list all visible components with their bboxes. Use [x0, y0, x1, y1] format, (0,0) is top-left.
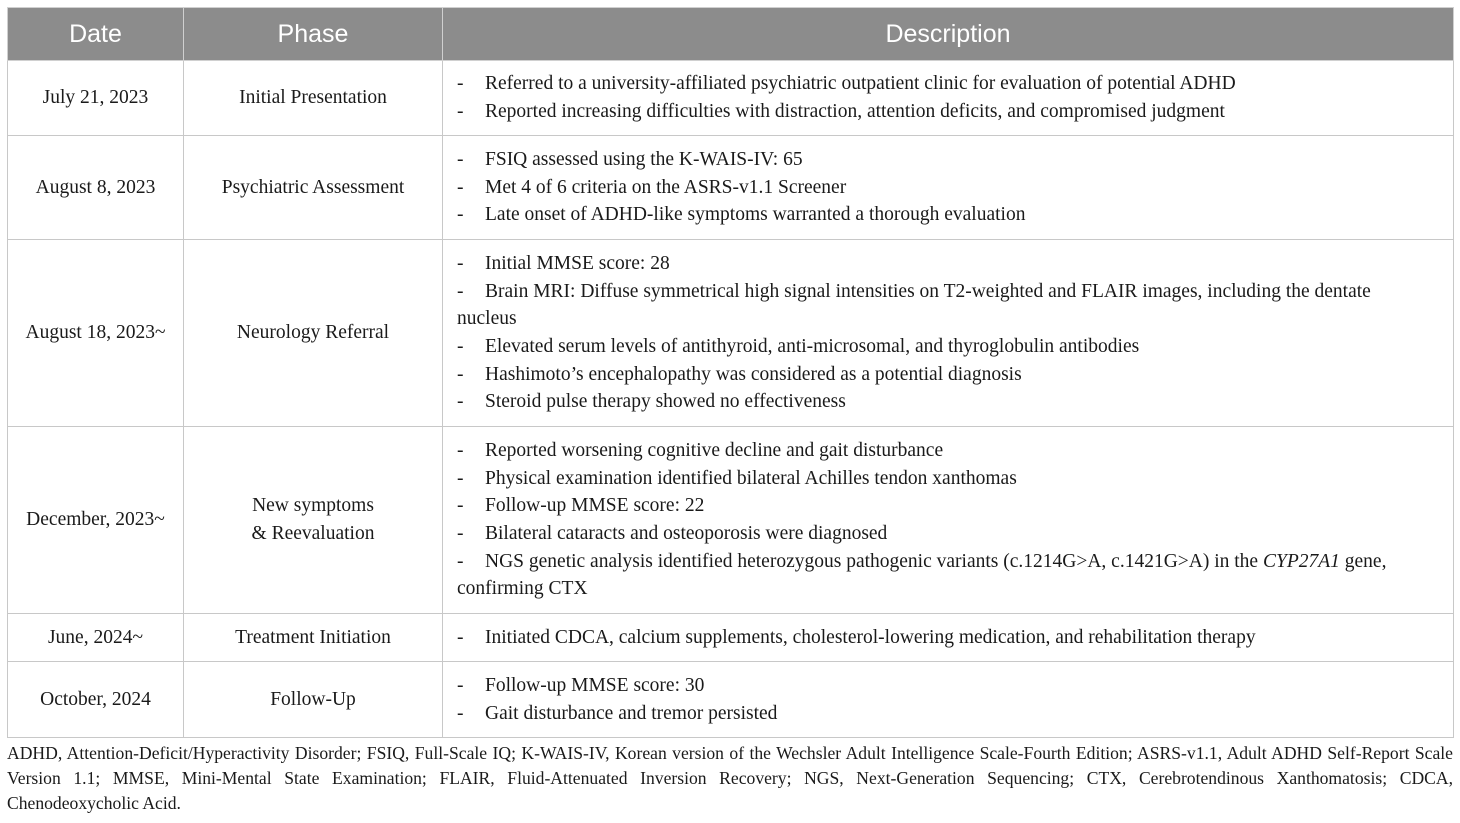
- list-item: [457, 201, 1441, 229]
- list-item-continuation: confirming CTX: [457, 578, 588, 600]
- date-cell: October, 2024: [8, 662, 184, 738]
- list-item-text: Gait disturbance and tremor persisted: [485, 702, 778, 724]
- bullet-dash: -: [457, 702, 464, 724]
- list-item: [457, 278, 1441, 306]
- description-cell: [443, 427, 1454, 614]
- table-row: [8, 240, 1454, 427]
- list-item-text: FSIQ assessed using the K-WAIS-IV: 65: [485, 149, 803, 171]
- list-item: [457, 388, 1441, 416]
- list-item: [457, 174, 1441, 202]
- bullet-dash: -: [457, 467, 464, 489]
- bullet-dash: -: [457, 626, 464, 648]
- table-row: [8, 614, 1454, 662]
- phase-line: & Reevaluation: [251, 523, 375, 544]
- phase-cell: [184, 427, 443, 614]
- list-item-text: Physical examination identified bilateral Achilles tendon xanthomas: [485, 467, 1017, 489]
- description-cell: [443, 240, 1454, 427]
- list-item-text: Referred to a university-affiliated psychiatric outpatient clinic for evaluation of potential ADHD: [485, 73, 1236, 95]
- phase-cell: Treatment Initiation: [184, 614, 443, 662]
- column-header-phase: Phase: [184, 8, 443, 61]
- date-cell: December, 2023~: [8, 427, 184, 614]
- bullet-dash: -: [457, 391, 464, 413]
- list-item-text: Steroid pulse therapy showed no effectiveness: [485, 391, 846, 413]
- phase-cell: Neurology Referral: [184, 240, 443, 427]
- list-item-text: Follow-up MMSE score: 22: [485, 495, 705, 517]
- bullet-dash: -: [457, 73, 464, 95]
- list-item-text: Follow-up MMSE score: 30: [485, 674, 705, 696]
- list-item: [457, 520, 1441, 548]
- list-item: [457, 672, 1441, 700]
- list-item: [457, 700, 1441, 728]
- phase-cell: Initial Presentation: [184, 61, 443, 136]
- bullet-dash: -: [457, 101, 464, 122]
- table-row: [8, 427, 1454, 614]
- column-header-description: Description: [443, 8, 1454, 61]
- list-item-text: Elevated serum levels of antithyroid, anti-microsomal, and thyroglobulin antibodies: [485, 336, 1140, 357]
- list-item: [457, 98, 1441, 126]
- list-item: [457, 361, 1441, 389]
- list-item: [457, 437, 1441, 465]
- bullet-dash: -: [457, 336, 464, 357]
- bullet-dash: -: [457, 176, 464, 198]
- bullet-dash: -: [457, 253, 464, 275]
- bullet-dash: -: [457, 523, 464, 544]
- list-item-continuation: nucleus: [457, 308, 517, 330]
- bullet-dash: -: [457, 440, 464, 462]
- list-item-text: gene,: [1344, 550, 1387, 572]
- bullet-dash: -: [457, 674, 464, 696]
- phase-cell: Follow-Up: [184, 662, 443, 738]
- date-cell: August 18, 2023~: [8, 240, 184, 427]
- phase-cell: Psychiatric Assessment: [184, 136, 443, 240]
- list-item: [457, 146, 1441, 174]
- list-item: [457, 492, 1441, 520]
- date-cell: July 21, 2023: [8, 61, 184, 136]
- list-item-text: Reported worsening cognitive decline and gait disturbance: [485, 440, 944, 462]
- list-item: [457, 70, 1441, 98]
- list-item: [457, 548, 1441, 576]
- date-cell: August 8, 2023: [8, 136, 184, 240]
- list-item: [457, 250, 1441, 278]
- bullet-dash: -: [457, 495, 464, 517]
- bullet-dash: -: [457, 149, 464, 171]
- table-row: [8, 61, 1454, 136]
- list-item: [457, 465, 1441, 493]
- description-cell: [443, 662, 1454, 738]
- list-item-text: Met 4 of 6 criteria on the ASRS-v1.1 Screener: [485, 176, 847, 198]
- list-item-text: NGS genetic analysis identified heterozygous pathogenic variants (c.1214G>A, c.1421G>A) in the: [485, 550, 1259, 572]
- bullet-dash: -: [457, 363, 464, 385]
- column-header-date: Date: [8, 8, 184, 61]
- phase-line: New symptoms: [252, 495, 374, 517]
- table-row: [8, 662, 1454, 738]
- description-cell: [443, 136, 1454, 240]
- list-item-text: Initial MMSE score: 28: [485, 253, 670, 275]
- bullet-dash: -: [457, 204, 464, 226]
- table-row: [8, 136, 1454, 240]
- description-cell: [443, 614, 1454, 662]
- timeline-table: [7, 7, 1454, 738]
- list-item-text: Hashimoto’s encephalopathy was considered as a potential diagnosis: [485, 363, 1022, 385]
- bullet-dash: -: [457, 280, 464, 302]
- list-item: [457, 333, 1441, 361]
- list-item-text: Brain MRI: Diffuse symmetrical high signal intensities on T2-weighted and FLAIR images, including the dentate: [485, 280, 1371, 302]
- date-cell: June, 2024~: [8, 614, 184, 662]
- gene-name: CYP27A1: [1262, 550, 1340, 572]
- list-item-text: Initiated CDCA, calcium supplements, cholesterol-lowering medication, and rehabilitation therapy: [485, 626, 1256, 648]
- bullet-dash: -: [457, 550, 464, 572]
- list-item-text: Late onset of ADHD-like symptoms warranted a thorough evaluation: [485, 204, 1026, 226]
- description-cell: [443, 61, 1454, 136]
- list-item-text: Reported increasing difficulties with distraction, attention deficits, and compromised judgment: [485, 101, 1225, 122]
- table-footnote: ADHD, Attention-Deficit/Hyperactivity Disorder; FSIQ, Full-Scale IQ; K-WAIS-IV, Korean version of the Wechsler Adult Intelligence Scale-Fourth Edition; ASRS-v1.1, Adult ADHD Self-Report Scale Version 1.1; MMSE, Mini-Mental State Examination; FLAIR, Fluid-Attenuated Inversion Recovery; NGS, Next-Generation Sequencing; CTX, Cerebrotendinous Xanthomatosis; CDCA, Chenodeoxycholic Acid.: [7, 743, 1453, 813]
- table-header-row: [8, 8, 1454, 61]
- timeline-table-container: [7, 7, 1453, 738]
- list-item: [457, 624, 1441, 652]
- list-item-text: Bilateral cataracts and osteoporosis were diagnosed: [485, 523, 888, 544]
